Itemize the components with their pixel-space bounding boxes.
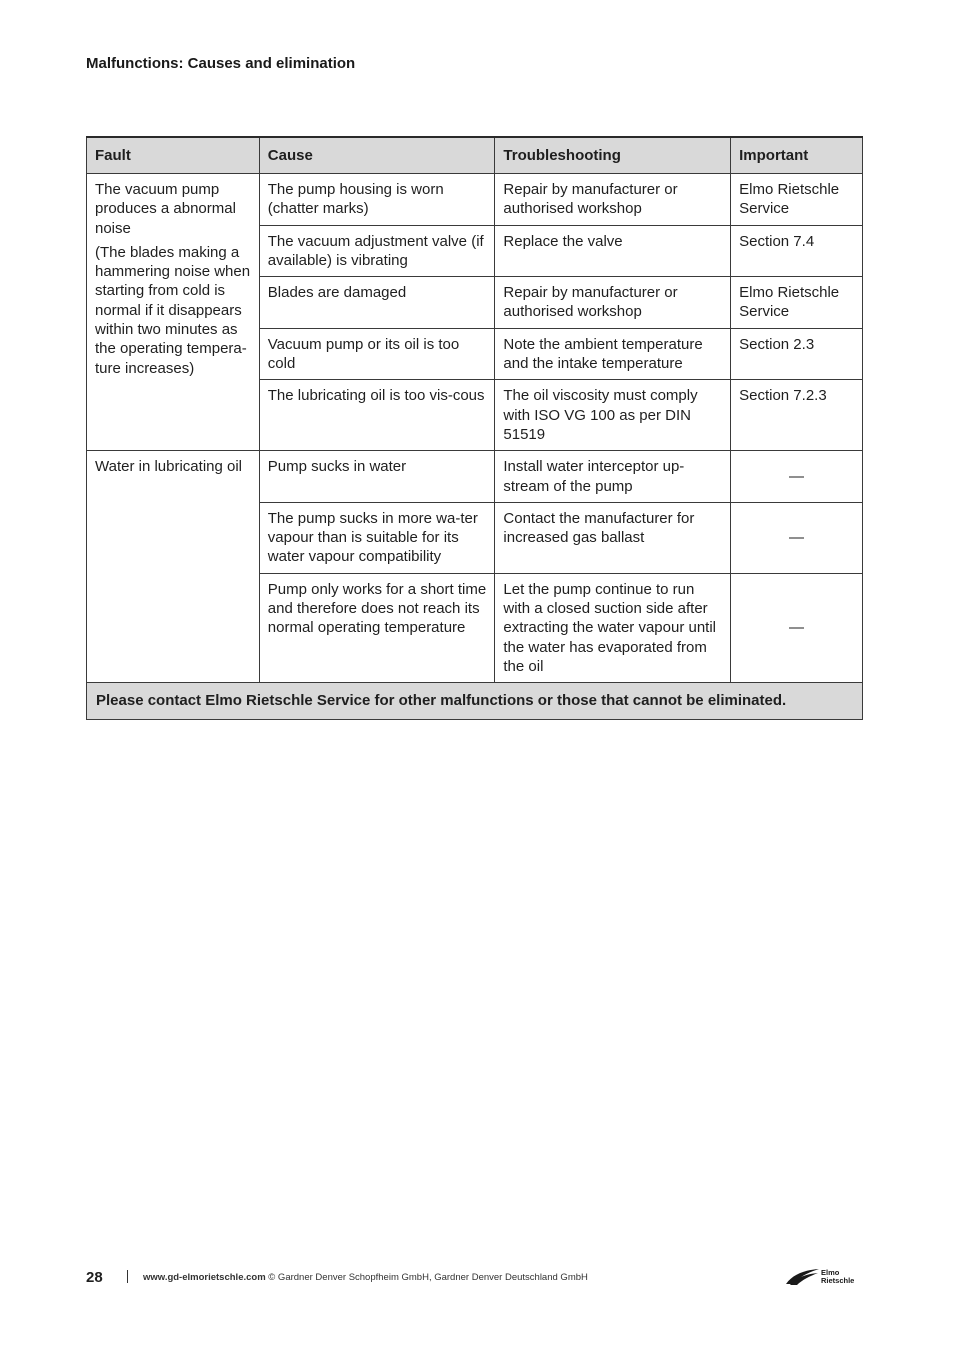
important-cell: Section 7.2.3 <box>731 380 863 451</box>
swoosh-logo-icon <box>785 1268 821 1286</box>
important-cell: Elmo Rietschle Service <box>731 174 863 226</box>
fault-cell <box>87 174 260 451</box>
troubleshooting-cell: Let the pump continue to run with a closed suction side after extracting the water vapour until the water has evaporated from the oil <box>495 573 731 682</box>
important-cell: Section 7.4 <box>731 225 863 277</box>
section-title: Malfunctions: Causes and elimination <box>86 55 356 72</box>
important-cell: Elmo Rietschle Service <box>731 277 863 329</box>
table-row <box>87 174 863 226</box>
fault-cell: Water in lubricating oil <box>87 451 260 683</box>
copyright-text: © Gardner Denver Schopfheim GmbH, Gardner Denver Deutschland GmbH <box>265 1272 588 1283</box>
footer-divider <box>127 1270 128 1283</box>
logo-line-elmo: Elmo <box>821 1268 840 1277</box>
elmo-rietschle-logo <box>785 1266 863 1288</box>
fault-text: The vacuum pump produces a abnormal noise <box>95 181 236 237</box>
troubleshooting-cell: Repair by manufacturer or authorised workshop <box>495 174 731 226</box>
header-important: Important <box>731 137 863 174</box>
table-header-row <box>87 137 863 174</box>
page-footer <box>86 1266 863 1290</box>
troubleshooting-cell: Install water interceptor up-stream of the pump <box>495 451 731 503</box>
page-number: 28 <box>86 1269 103 1286</box>
contact-service-note: Please contact Elmo Rietschle Service for other malfunctions or those that cannot be eliminated. <box>87 683 863 719</box>
important-cell: Section 2.3 <box>731 328 863 380</box>
troubleshooting-cell: Note the ambient temperature and the intake temperature <box>495 328 731 380</box>
header-cause: Cause <box>259 137 495 174</box>
cause-cell: The pump housing is worn (chatter marks) <box>259 174 495 226</box>
important-cell: — <box>731 502 863 573</box>
logo-line-rietschle: Rietschle <box>821 1276 855 1285</box>
troubleshooting-cell: The oil viscosity must comply with ISO VG 100 as per DIN 51519 <box>495 380 731 451</box>
troubleshooting-cell: Repair by manufacturer or authorised workshop <box>495 277 731 329</box>
important-cell: — <box>731 451 863 503</box>
malfunctions-table <box>86 136 863 720</box>
important-cell: — <box>731 573 863 682</box>
fault-note: (The blades making a hammering noise when starting from cold is normal if it disappears within two minutes as the operating tempera-ture increases) <box>95 243 251 377</box>
table-footer-row <box>87 683 863 719</box>
troubleshooting-cell: Replace the valve <box>495 225 731 277</box>
cause-cell: Blades are damaged <box>259 277 495 329</box>
cause-cell: The vacuum adjustment valve (if available) is vibrating <box>259 225 495 277</box>
header-fault: Fault <box>87 137 260 174</box>
website-link[interactable]: www.gd-elmorietschle.com <box>143 1272 266 1283</box>
troubleshooting-cell: Contact the manufacturer for increased gas ballast <box>495 502 731 573</box>
cause-cell: Pump sucks in water <box>259 451 495 503</box>
table-row <box>87 451 863 503</box>
footer-text <box>143 1272 588 1283</box>
cause-cell: Vacuum pump or its oil is too cold <box>259 328 495 380</box>
header-troubleshooting: Troubleshooting <box>495 137 731 174</box>
cause-cell: The pump sucks in more wa-ter vapour than is suitable for its water vapour compatibility <box>259 502 495 573</box>
cause-cell: Pump only works for a short time and therefore does not reach its normal operating temperature <box>259 573 495 682</box>
cause-cell: The lubricating oil is too vis-cous <box>259 380 495 451</box>
logo-wordmark <box>821 1269 854 1285</box>
